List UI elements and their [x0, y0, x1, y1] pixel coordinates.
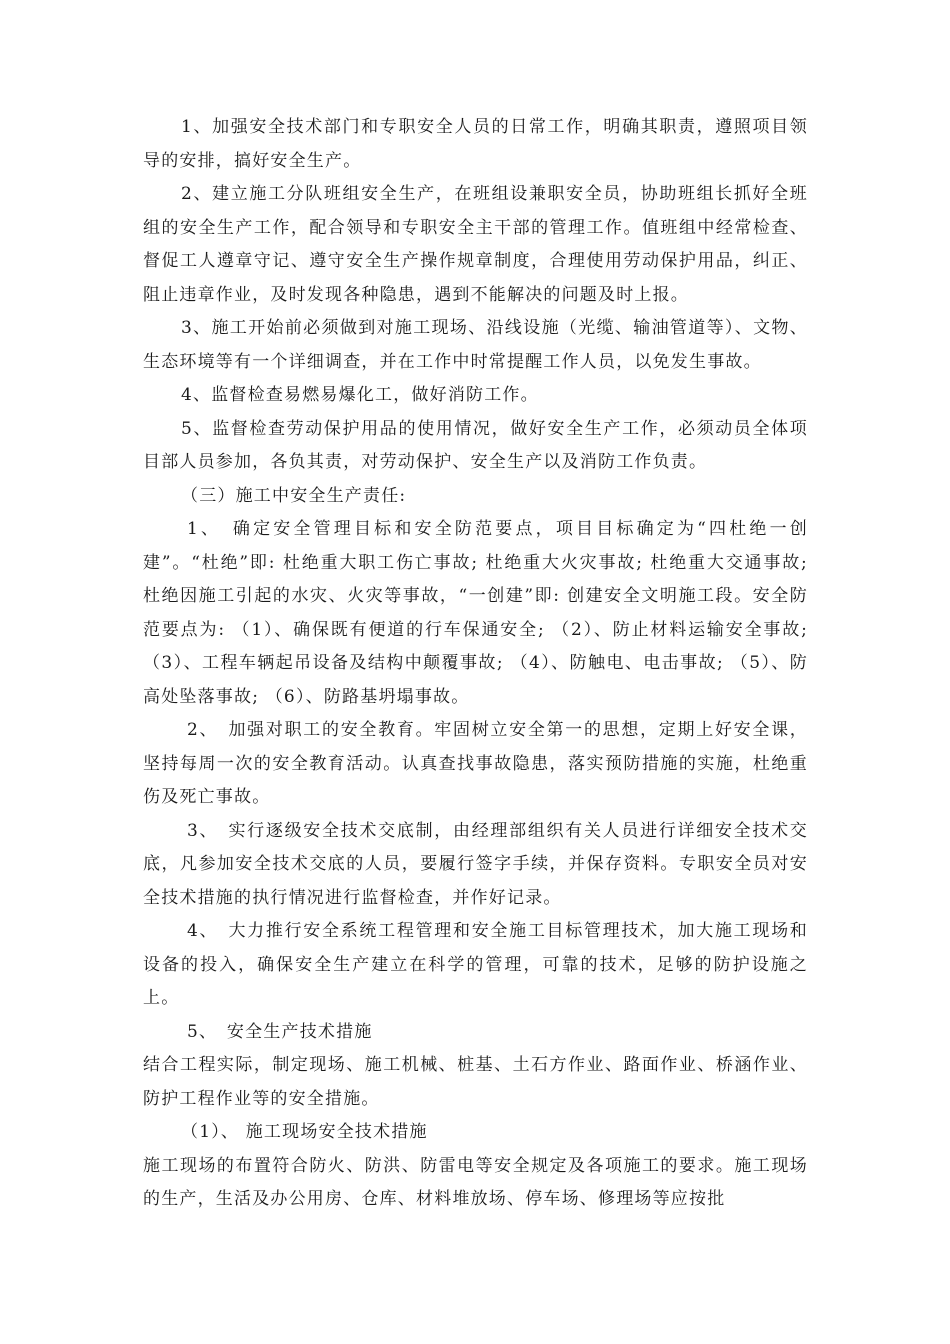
paragraph-5: 5、监督检查劳动保护用品的使用情况，做好安全生产工作，必须动员全体项目部人员参加，各负其责，对劳动保护、安全生产以及消防工作负责。 — [143, 418, 808, 472]
paragraph-7: 2、 加强对职工的安全教育。牢固树立安全第一的思想，定期上好安全课，坚持每周一次的安全教育活动。认真查找事故隐患，落实预防措施的实施，杜绝重伤及死亡事故。 — [143, 720, 808, 807]
section-heading: （三）施工中安全生产责任: — [181, 485, 407, 506]
paragraph-9: 4、 大力推行安全系统工程管理和安全施工目标管理技术，加大施工现场和设备的投入，确保安全生产建立在科学的管理，可靠的技术，足够的防护设施之上。 — [143, 921, 808, 1008]
paragraph-4: 4、监督检查易燃易爆化工，做好消防工作。 — [181, 385, 539, 405]
subheading-site-measures: （1）、 施工现场安全技术措施 — [181, 1122, 428, 1142]
subheading-safety-measures: 5、 安全生产技术措施 — [187, 1021, 373, 1042]
paragraph-1: 1、加强安全技术部门和专职安全人员的日常工作，明确其职责，遵照项目领导的安排，搞好安全生产。 — [143, 117, 808, 171]
paragraph-6: 1、 确定安全管理目标和安全防范要点，项目目标确定为“四杜绝一创建”。“杜绝”即: 杜绝重大职工伤亡事故; 杜绝重大火灾事故; 杜绝重大交通事故; 杜绝因施工引起的水灾、火灾等事故，“一创建”即: 创建安全文明施工段。安全防范要点为: （1）、确保既有便道的行车保通安全; （2）、防止材料运输安全事故; （3）、工程车辆起吊设备及结构中颠覆事故; （4）、防触电、电击事故; （5）、防高处坠落事故; （6）、防路基坍塌事故。 — [143, 519, 808, 707]
paragraph-2: 2、建立施工分队班组安全生产，在班组设兼职安全员，协助班组长抓好全班组的安全生产工作，配合领导和专职安全主干部的管理工作。值班组中经常检查、督促工人遵章守记、遵守安全生产操作规章制度，合理使用劳动保护用品，纠正、阻止违章作业，及时发现各种隐患，遇到不能解决的问题及时上报。 — [143, 184, 808, 305]
document-body — [143, 111, 808, 1217]
paragraph-11: 施工现场的布置符合防火、防洪、防雷电等安全规定及各项施工的要求。施工现场的生产，生活及办公用房、仓库、材料堆放场、停车场、修理场等应按批 — [143, 1155, 808, 1209]
paragraph-8: 3、 实行逐级安全技术交底制，由经理部组织有关人员进行详细安全技术交底，凡参加安全技术交底的人员，要履行签字手续，并保存资料。专职安全员对安全技术措施的执行情况进行监督检查，并作好记录。 — [143, 820, 808, 908]
paragraph-3: 3、施工开始前必须做到对施工现场、沿线设施（光缆、输油管道等）、文物、生态环境等有一个详细调查，并在工作中时常提醒工作人员，以免发生事故。 — [143, 318, 808, 372]
paragraph-10: 结合工程实际，制定现场、施工机械、桩基、土石方作业、路面作业、桥涵作业、防护工程作业等的安全措施。 — [143, 1055, 808, 1109]
